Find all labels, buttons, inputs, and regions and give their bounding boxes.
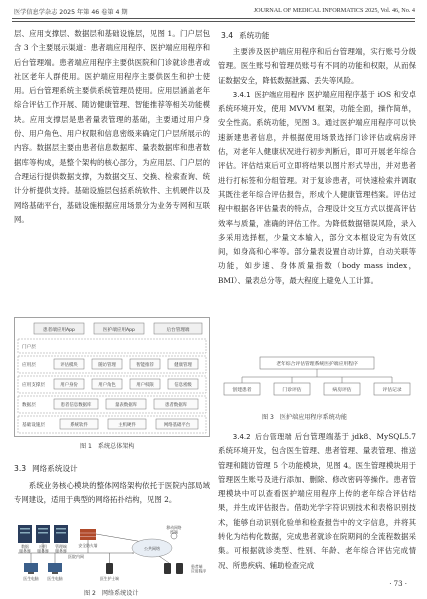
body-paragraph: 主要涉及医护端应用程序和后台管理端，实行账号分级管理。医生账号和管理员账号有不同的功能和权限，从而保证数据安全，降低数据泄露、丢失等风险。 [218,47,416,85]
fig1-top-box: 后台管理端 [166,327,190,333]
header-rule [12,18,415,19]
fig2-label: 医院内网 [68,554,84,559]
fig1-box: 用户身份 [60,382,78,388]
fig1-box: 信息密级 [174,382,192,388]
left-column [14,27,210,227]
fig3-child: 创建患者 [232,388,252,394]
fig1-layer-label: 应用层 [22,363,36,368]
fig2-label: 移动网络终端 [166,525,182,535]
fig3-child: 评估记录 [382,388,402,394]
fig1-box: 随访管理 [98,362,116,368]
fig2-label: 公共网络 [144,546,160,551]
subsection-3-4-2: 3.4.2 后台管理端 后台管理端基于 jdk8、MySQL5.7 系统环境开发，包含医生管理、患者管理、量表管理、推送管理和随访管理 5 个功能模块，见图 4。医生管理模块用于管理医生账号及进行添加、删除、修改密码等操作。患者管理模块中可以查看医护端应用程序上传的老年综合评估结果，并生成评估报告。借助光学字符识别技术和表格识别技术，能够自动识别化验单和检查报告中的文字信息，并将其转化为结构化数据，完成患者就诊在院期间的全流程数据采集。可根据就诊类型、性别、年龄、老年综合评估完成情况、所患疾病、辅助检查完成 [218,432,416,570]
fig1-box: 主机硬件 [118,422,136,428]
fig2-label: 医生电脑 [23,576,39,581]
fig2-label: 数据服务器 [19,544,31,554]
figure-1-layer-data [18,396,206,413]
fig1-box: 患者数据库 [165,402,187,408]
fig3-root: 老年综合评估管理系统医护端应用程序 [276,362,358,368]
figure-1-layer-portal [18,339,206,353]
fig2-label: 应用服务器 [37,544,49,554]
running-header-right: JOURNAL OF MEDICAL INFORMATICS 2025, Vol. 46, No. 4 [253,7,415,14]
figure-1-architecture [14,317,210,437]
fig2-pcs [23,553,62,581]
fig1-layer-label: 基础设施层 [22,423,45,428]
figure-3-caption: 图 3 医护端应用程序系统功能 [262,414,347,421]
subsection-3-4-1: 3.4.1 医护端应用程序 医护端应用程序基于 iOS 和安卓系统环境开发，使用 MVVM 框架，功能全面，操作简单，安全性高。系统功能，见图 3。通过医护端应用程序可以快速新建患者信息，并根据使用场景选择门诊评估或病房评估，对老年人健康状况进行初步判断后，即可开展老年综合评估。评估结束后可立即将结果以图片形式导出，并对患者进行打标签和分组管理。对于复诊患者，可快速检索并调取其既往老年综合评估报告，形成个人健康管理档案。评估过程中根据各评估量表的特点，合理设计交互方式以提高评估效率与质量，准确的评估工作。为降低数据错误风险，录入多采用选择框，少量文本输入，部分文本框设定为有效区间，如身高和心率等。部分量表设置自动计算，自动关联等功能，如步速、身体质量指数（body mass index，BMI）、量表总分等，最大程度上避免人工计算。 [218,89,417,285]
fig2-label: 患者端应用程序 [191,564,207,574]
fig1-box: 智能推荐 [136,362,154,368]
fig1-layer-label: 数据层 [22,403,36,408]
fig2-label: 安全防火墙 [78,543,98,548]
fig1-box: 系统软件 [70,422,88,428]
figure-2-caption: 图 2 网络系统设计 [84,590,139,597]
figure-1-layer-infra [18,416,206,433]
fig1-box: 用户权限 [136,382,154,388]
fig1-box: 网络基础平台 [163,422,191,428]
fig1-box: 量表数据库 [115,402,137,408]
fig1-box: 健康管理 [174,362,192,368]
fig2-mobile-cloud [132,525,182,557]
right-column [218,45,416,288]
figure-1-caption: 图 1 系统总体架构 [80,443,135,450]
fig1-layer-label: 门户层 [22,345,36,350]
section-3-3-text: 系统业务核心模块的整体网络架构依托于医院内部局域专网建设，适用于典型的网络拓扑结构，见图 2。 [14,481,210,505]
running-header-left: 医学信息学杂志 2025 年第 46 卷第 4 期 [14,9,128,16]
figure-1-layer-app [18,356,206,373]
figure-1-top-row [34,323,202,334]
fig1-top-box: 患者端应用App [43,327,75,333]
section-heading-3-3: 3.3 网络系统设计 [14,464,78,473]
fig3-child: 门诊评估 [282,388,302,394]
page-number: · 73 · [389,580,407,588]
fig1-box: 评估模块 [60,362,78,368]
fig3-child: 病房评估 [332,388,352,394]
header-rule-2 [12,21,415,22]
fig1-box: 用户角色 [98,382,116,388]
figure-1-layer-support [18,376,206,393]
fig2-label: 医生护士端 [100,576,119,581]
fig1-layer-label: 应用支撑层 [22,383,45,388]
figure-2-network [14,523,210,585]
fig2-label: 医生电脑 [47,576,63,581]
section-heading-3-4: 3.4 系统功能 [221,31,270,40]
fig1-box: 患者信息数据库 [60,402,92,408]
fig2-label: 管理端服务器 [55,544,67,554]
body-paragraph: 层、应用支撑层、数据层和基础设施层，见图 1。门户层包含 3 个主要展示渠道：患者端应用程序、医护端应用程序和后台管理端。患者端应用程序主要供医院和门诊就诊患者或社区老年人群使用。医护端应用程序主要供医生和护士使用。后台管理系统主要供系统管理员使用。应用层涵盖老年综合评估工作开展、随访健康管理、智能推荐等相关功能模块。应用支撑层是患者量表管理的基础，主要通过用户身份、用户角色、用户权限和信息密级来确定门户层所展示的内容。数据层主要由患者信息数据库、量表数据库和患者数据库等构成，是整个架构的核心部分，为应用层、门户层的合理运行提供数据支撑，为数据交互、交换、检索查询、统计分析提供支持。基础设施层包括系统软件、主机硬件以及网络基础平台，基础设施根据应用场景分为业务专网和互联网。 [14,29,210,224]
fig1-top-box: 医护端应用App [103,327,135,333]
